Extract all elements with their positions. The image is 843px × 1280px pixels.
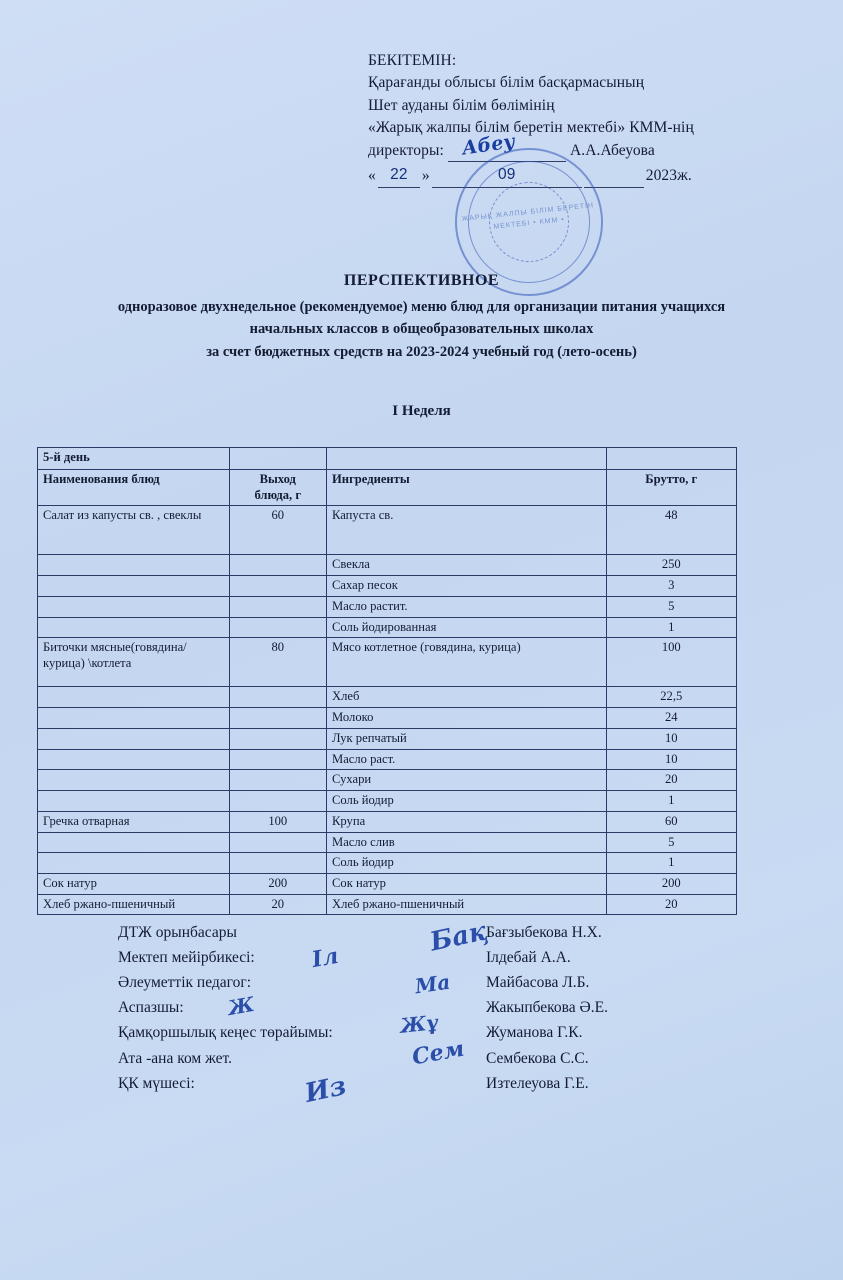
cell-ingredient: Соль йодир — [327, 853, 607, 874]
date-day: 22 — [378, 164, 420, 187]
cell-output — [229, 749, 327, 770]
cell-dish-name — [38, 708, 230, 729]
signature-name: Ілдебай А.А. — [486, 949, 571, 967]
signature-ink-4: Ж — [226, 991, 257, 1021]
table-row — [38, 874, 737, 895]
day-row-spacer-2 — [327, 448, 607, 470]
day-row-spacer-1 — [229, 448, 327, 470]
cell-output — [229, 853, 327, 874]
cell-dish-name — [38, 832, 230, 853]
cell-output — [229, 555, 327, 576]
approval-line-3: Шет ауданы білім бөлімінің — [368, 96, 555, 114]
cell-ingredient: Капуста св. — [327, 506, 607, 555]
cell-output — [229, 832, 327, 853]
table-row — [38, 617, 737, 638]
cell-gross: 1 — [606, 791, 736, 812]
table-row — [38, 770, 737, 791]
table-header-row — [38, 470, 737, 506]
table-day-row — [38, 448, 737, 470]
signature-row — [118, 1071, 608, 1096]
table-row — [38, 791, 737, 812]
header-ingredients: Ингредиенты — [327, 470, 607, 506]
signature-name: Жакыпбекова Ә.Е. — [486, 999, 608, 1017]
cell-ingredient: Мясо котлетное (говядина, курица) — [327, 638, 607, 687]
table-row — [38, 894, 737, 915]
cell-ingredient: Масло раст. — [327, 749, 607, 770]
table-row — [38, 853, 737, 874]
cell-gross: 3 — [606, 576, 736, 597]
cell-output — [229, 770, 327, 791]
cell-dish-name — [38, 749, 230, 770]
signature-row — [118, 920, 608, 945]
cell-gross: 48 — [606, 506, 736, 555]
signature-ink-7: Из — [302, 1071, 349, 1109]
signature-ink-5: Жұ — [398, 1010, 439, 1038]
cell-dish-name — [38, 853, 230, 874]
signature-ink-3: Ма — [413, 969, 452, 999]
cell-ingredient: Лук репчатый — [327, 728, 607, 749]
cell-gross: 200 — [606, 874, 736, 895]
table-row — [38, 576, 737, 597]
signature-block — [118, 920, 608, 1096]
cell-gross: 20 — [606, 894, 736, 915]
table-row — [38, 638, 737, 687]
director-label: директоры: — [368, 141, 444, 159]
cell-ingredient: Свекла — [327, 555, 607, 576]
signature-name: Сембекова С.С. — [486, 1049, 589, 1067]
table-row — [38, 749, 737, 770]
signature-role: Ата -ана ком жет. — [118, 1049, 232, 1067]
signature-ink-6: Сем — [410, 1035, 467, 1071]
cell-gross: 22,5 — [606, 687, 736, 708]
table-row — [38, 708, 737, 729]
table-row — [38, 687, 737, 708]
signature-name: Бағзыбекова Н.Х. — [486, 924, 602, 941]
signature-row — [118, 1046, 608, 1071]
cell-gross: 60 — [606, 811, 736, 832]
signature-name: Жуманова Г.К. — [486, 1024, 583, 1042]
cell-ingredient: Сахар песок — [327, 576, 607, 597]
signature-row — [118, 970, 608, 995]
cell-ingredient: Соль йодир — [327, 791, 607, 812]
subtitle-line-1: одноразовое двухнедельное (рекомендуемое) меню блюд для организации питания учащихся — [117, 299, 726, 315]
table-row — [38, 832, 737, 853]
cell-ingredient: Хлеб ржано-пшеничный — [327, 894, 607, 915]
signature-role: ДТЖ орынбасары — [118, 924, 237, 941]
date-close-quote: » — [421, 167, 430, 185]
cell-gross: 24 — [606, 708, 736, 729]
signature-role: ҚК мүшесі: — [118, 1074, 195, 1092]
subtitle-line-3: за счет бюджетных средств на 2023-2024 учебный год (лето-осень) — [206, 343, 637, 360]
cell-dish-name: Гречка отварная — [38, 811, 230, 832]
signature-role: Аспазшы: — [118, 999, 184, 1017]
approval-line-1: БЕКІТЕМІН: — [368, 52, 457, 69]
page-title: ПЕРСПЕКТИВНОЕ — [343, 272, 500, 289]
cell-dish-name: Хлеб ржано-пшеничный — [38, 894, 230, 915]
cell-ingredient: Масло растит. — [327, 596, 607, 617]
cell-output — [229, 576, 327, 597]
signature-row — [118, 1020, 608, 1045]
approval-line-2: Қарағанды облысы білім басқармасының — [368, 74, 645, 92]
cell-gross: 5 — [606, 596, 736, 617]
cell-gross: 100 — [606, 638, 736, 687]
signature-role: Әлеуметтік педагог: — [118, 974, 252, 992]
signature-name: Майбасова Л.Б. — [486, 974, 590, 992]
cell-ingredient: Соль йодированная — [327, 617, 607, 638]
week-label: I Неделя — [392, 403, 451, 419]
day-row-spacer-3 — [606, 448, 736, 470]
date-month: 09 — [432, 164, 582, 187]
cell-output — [229, 791, 327, 812]
cell-output — [229, 687, 327, 708]
cell-gross: 1 — [606, 617, 736, 638]
cell-dish-name: Биточки мясные(говядина/курица) \котлета — [38, 638, 230, 687]
page-subtitle — [40, 296, 803, 363]
day-label: 5-й день — [38, 448, 230, 470]
header-output-line2: блюда, г — [254, 487, 302, 502]
cell-gross: 1 — [606, 853, 736, 874]
table-row — [38, 811, 737, 832]
menu-table — [37, 447, 737, 915]
signature-role: Мектеп мейірбикесі: — [118, 949, 255, 967]
cell-gross: 250 — [606, 555, 736, 576]
cell-output — [229, 708, 327, 729]
signature-ink-2: Іл — [309, 942, 341, 974]
header-output-line1: Выход — [259, 472, 296, 486]
cell-gross: 5 — [606, 832, 736, 853]
cell-dish-name — [38, 617, 230, 638]
cell-dish-name — [38, 791, 230, 812]
table-row — [38, 728, 737, 749]
date-open-quote: « — [368, 167, 376, 185]
signature-row — [118, 995, 608, 1020]
cell-ingredient: Молоко — [327, 708, 607, 729]
approval-line-4: «Жарық жалпы білім беретін мектебі» КММ-нің — [368, 119, 694, 137]
signature-name: Изтелеуова Г.Е. — [486, 1074, 589, 1092]
stamp-text: ЖАРЫҚ ЖАЛПЫ БІЛІМ БЕРЕТІН МЕКТЕБІ • КММ • — [461, 202, 595, 231]
cell-output — [229, 728, 327, 749]
cell-output — [229, 596, 327, 617]
signature-role: Қамқоршылық кеңес төрайымы: — [118, 1024, 333, 1042]
cell-output: 20 — [229, 894, 327, 915]
cell-ingredient: Сок натур — [327, 874, 607, 895]
cell-dish-name — [38, 596, 230, 617]
header-output — [229, 470, 327, 506]
director-signature-ink: Абеу — [460, 130, 517, 160]
cell-ingredient: Масло слив — [327, 832, 607, 853]
cell-ingredient: Крупа — [327, 811, 607, 832]
header-gross: Брутто, г — [606, 470, 736, 506]
date-year: 2023ж. — [645, 167, 692, 185]
cell-output: 60 — [229, 506, 327, 555]
subtitle-line-2: начальных классов в общеобразовательных школах — [249, 321, 594, 338]
table-row — [38, 596, 737, 617]
cell-dish-name: Сок натур — [38, 874, 230, 895]
cell-gross: 10 — [606, 749, 736, 770]
cell-output: 200 — [229, 874, 327, 895]
signature-ink-1: Бақ — [427, 916, 490, 958]
cell-gross: 10 — [606, 728, 736, 749]
table-row — [38, 506, 737, 555]
cell-dish-name — [38, 770, 230, 791]
cell-dish-name — [38, 687, 230, 708]
cell-dish-name: Салат из капусты св. , свеклы — [38, 506, 230, 555]
cell-dish-name — [38, 728, 230, 749]
cell-dish-name — [38, 576, 230, 597]
cell-dish-name — [38, 555, 230, 576]
director-name: А.А.Абеуова — [569, 141, 655, 159]
header-name: Наименования блюд — [38, 470, 230, 506]
cell-ingredient: Сухари — [327, 770, 607, 791]
cell-output: 100 — [229, 811, 327, 832]
cell-output: 80 — [229, 638, 327, 687]
table-row — [38, 555, 737, 576]
cell-output — [229, 617, 327, 638]
cell-gross: 20 — [606, 770, 736, 791]
signature-row — [118, 945, 608, 970]
cell-ingredient: Хлеб — [327, 687, 607, 708]
